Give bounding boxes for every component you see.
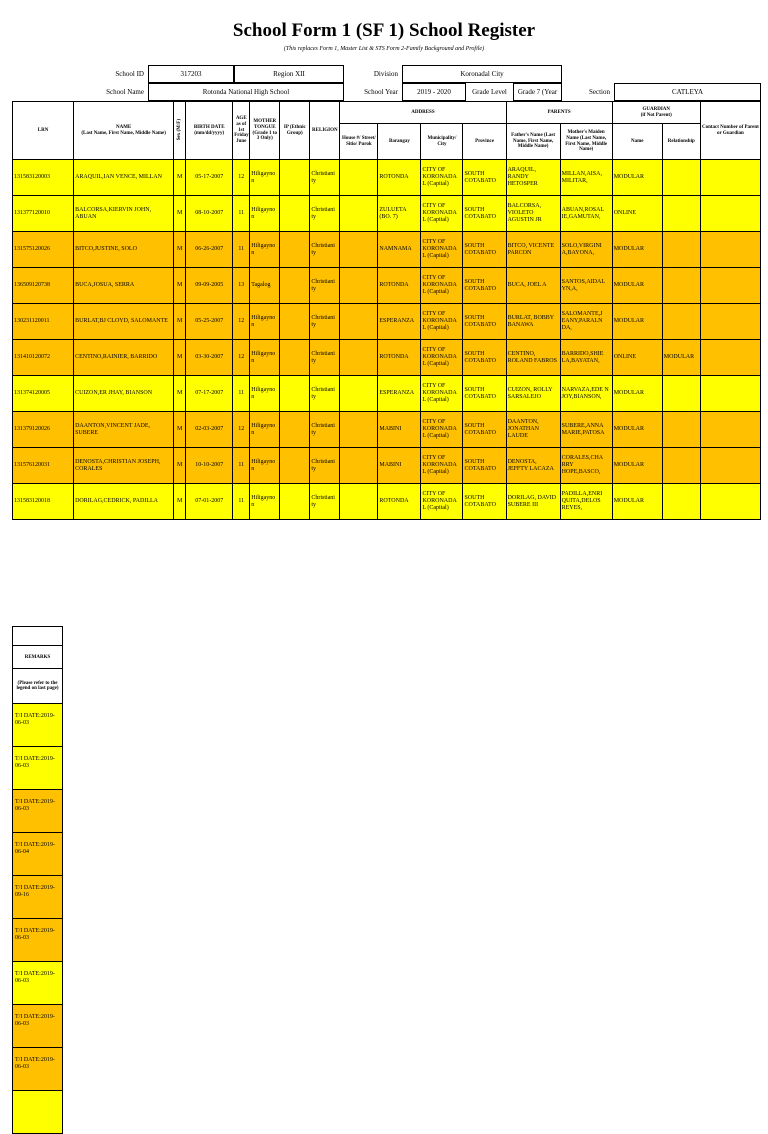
cell-religion: Christiani ty: [310, 232, 340, 268]
col-guardian: [612, 102, 700, 124]
cell-lrn: 131583120018: [13, 484, 74, 520]
col-address: ADDRESS: [340, 102, 506, 124]
col-lrn: LRN: [13, 102, 74, 160]
col-religion: RELIGION: [310, 102, 340, 160]
cell-father: DAANTON, JONATHAN LAUDE: [506, 412, 560, 448]
cell-ip: [280, 484, 310, 520]
cell-municipality: CITY OF KORONADA L (Capital): [421, 196, 463, 232]
remarks-cell: T/I DATE:2019-06-03: [13, 962, 63, 1005]
school-year-label: School Year: [364, 88, 398, 96]
col-birth-title: BIRTH DATE: [193, 124, 225, 130]
cell-mother: ABUAN,ROSAL IE,GAMUTAN,: [560, 196, 612, 232]
cell-sex: M: [174, 376, 186, 412]
table-row: [13, 340, 761, 376]
cell-ip: [280, 268, 310, 304]
cell-religion: Christiani ty: [310, 304, 340, 340]
cell-age: 12: [233, 304, 250, 340]
table-row: [13, 448, 761, 484]
cell-municipality: CITY OF KORONADA L (Capital): [421, 304, 463, 340]
cell-contact: [700, 412, 760, 448]
cell-ip: [280, 160, 310, 196]
cell-relationship: [662, 376, 700, 412]
cell-lrn: 131377120010: [13, 196, 74, 232]
cell-relationship: [662, 448, 700, 484]
cell-name: CUIZON,ER JHAY, BIANSON: [74, 376, 174, 412]
col-barangay: Barangay: [378, 124, 421, 160]
cell-mother: PADILLA,ENRI QUITA,DELOS REYES,: [560, 484, 612, 520]
cell-relationship: [662, 232, 700, 268]
col-relationship: Relationship: [662, 124, 700, 160]
cell-mother-tongue: Hiligayno n: [250, 340, 280, 376]
cell-contact: [700, 340, 760, 376]
cell-age: 12: [233, 160, 250, 196]
table-row: [13, 304, 761, 340]
remarks-row: [13, 1091, 63, 1134]
cell-guardian: MODULAR: [612, 160, 662, 196]
cell-mother: SANTOS,AIDAL YN,A,: [560, 268, 612, 304]
cell-religion: Christiani ty: [310, 412, 340, 448]
cell-municipality: CITY OF KORONADA L (Capital): [421, 160, 463, 196]
cell-house: [340, 340, 378, 376]
cell-name: BURLAT,BJ CLOYD, SALOMANTE: [74, 304, 174, 340]
cell-relationship: MODULAR: [662, 340, 700, 376]
remarks-cell: [13, 1091, 63, 1134]
cell-house: [340, 448, 378, 484]
cell-ip: [280, 304, 310, 340]
cell-municipality: CITY OF KORONADA L (Capital): [421, 340, 463, 376]
remarks-row: [13, 1005, 63, 1048]
cell-mother-tongue: Hiligayno n: [250, 232, 280, 268]
cell-ip: [280, 412, 310, 448]
cell-age: 11: [233, 448, 250, 484]
cell-birth-date: 05-17-2007: [186, 160, 233, 196]
remarks-cell: T/I DATE:2019-06-03: [13, 1048, 63, 1091]
cell-sex: M: [174, 340, 186, 376]
remarks-cell: T/I DATE:2019-06-03: [13, 919, 63, 962]
table-row: [13, 232, 761, 268]
cell-province: SOUTH COTABATO: [463, 304, 506, 340]
cell-birth-date: 07-01-2007: [186, 484, 233, 520]
cell-father: ARAQUIL, RANDY HETOSPER: [506, 160, 560, 196]
table-row: [13, 160, 761, 196]
table-row: [13, 412, 761, 448]
cell-father: DENOSTA, JEFFTY LACAZA: [506, 448, 560, 484]
cell-ip: [280, 232, 310, 268]
cell-relationship: [662, 412, 700, 448]
col-birth-date: [186, 102, 233, 160]
remarks-row: [13, 833, 63, 876]
cell-house: [340, 232, 378, 268]
grade-level-label: Grade Level: [472, 88, 507, 96]
cell-barangay: NAMNAMA: [378, 232, 421, 268]
division-label: Division: [373, 70, 398, 78]
cell-birth-date: 09-09-2005: [186, 268, 233, 304]
cell-birth-date: 03-30-2007: [186, 340, 233, 376]
cell-age: 11: [233, 232, 250, 268]
cell-mother-tongue: Hiligayno n: [250, 412, 280, 448]
cell-name: DORILAG,CEDRICK, PADILLA: [74, 484, 174, 520]
cell-birth-date: 06-26-2007: [186, 232, 233, 268]
col-mother: Mother's Maiden Name (Last Name, First Name, Middle Name): [560, 124, 612, 160]
cell-barangay: ROTONDA: [378, 340, 421, 376]
cell-father: DORILAG, DAVID SUBERE III: [506, 484, 560, 520]
school-id-value: 317203: [148, 65, 234, 83]
cell-birth-date: 05-25-2007: [186, 304, 233, 340]
remarks-row: [13, 704, 63, 747]
cell-sex: M: [174, 196, 186, 232]
cell-lrn: 131379120026: [13, 412, 74, 448]
col-guardian-title: GUARDIAN: [642, 106, 670, 112]
cell-name: ARAQUIL,IAN VENCE, MILLAN: [74, 160, 174, 196]
cell-ip: [280, 448, 310, 484]
table-row: [13, 376, 761, 412]
cell-mother-tongue: Hiligayno n: [250, 304, 280, 340]
cell-father: BURLAT, BOBBY BANAWA: [506, 304, 560, 340]
cell-religion: Christiani ty: [310, 268, 340, 304]
col-age: AGE as of 1st Friday June: [233, 102, 250, 160]
cell-mother: BARRIDO,SHIE LA,BAYATAN,: [560, 340, 612, 376]
school-name-label: School Name: [106, 88, 144, 96]
cell-province: SOUTH COTABATO: [463, 448, 506, 484]
cell-lrn: 131374120005: [13, 376, 74, 412]
cell-father: CUIZON, ROLLY SARSALEJO: [506, 376, 560, 412]
cell-house: [340, 484, 378, 520]
cell-name: BITCO,JUSTINE, SOLO: [74, 232, 174, 268]
cell-father: CENTINO, ROLAND FABROS: [506, 340, 560, 376]
remarks-row: [13, 919, 63, 962]
cell-father: BITCO, VICENTE PARCON: [506, 232, 560, 268]
remarks-row: [13, 747, 63, 790]
remarks-table: [12, 626, 63, 1134]
cell-municipality: CITY OF KORONADA L (Capital): [421, 268, 463, 304]
cell-mother-tongue: Hiligayno n: [250, 376, 280, 412]
cell-guardian: MODULAR: [612, 376, 662, 412]
cell-contact: [700, 376, 760, 412]
cell-birth-date: 08-10-2007: [186, 196, 233, 232]
remarks-cell: T/I DATE:2019-06-03: [13, 747, 63, 790]
col-municipality: Municipality/ City: [421, 124, 463, 160]
cell-religion: Christiani ty: [310, 484, 340, 520]
cell-guardian: MODULAR: [612, 448, 662, 484]
col-mother-tongue: MOTHER TONGUE (Grade 1 to 3 Only): [250, 102, 280, 160]
col-ip: IP (Ethnic Group): [280, 102, 310, 160]
remarks-cell: T/I DATE:2019-06-03: [13, 790, 63, 833]
cell-religion: Christiani ty: [310, 340, 340, 376]
col-guardian-name: Name: [612, 124, 662, 160]
cell-barangay: ROTONDA: [378, 484, 421, 520]
cell-house: [340, 160, 378, 196]
cell-contact: [700, 448, 760, 484]
cell-house: [340, 412, 378, 448]
cell-sex: M: [174, 484, 186, 520]
cell-contact: [700, 268, 760, 304]
cell-house: [340, 304, 378, 340]
cell-mother: SALOMANTE,J EANY,PARALN DA,: [560, 304, 612, 340]
cell-relationship: [662, 304, 700, 340]
col-name: [74, 102, 174, 160]
cell-mother: NARVAZA,EDE N JOY,BIANSON,: [560, 376, 612, 412]
cell-guardian: MODULAR: [612, 412, 662, 448]
cell-house: [340, 196, 378, 232]
cell-municipality: CITY OF KORONADA L (Capital): [421, 448, 463, 484]
cell-name: BALCORSA,KIERVIN JOHN, ABUAN: [74, 196, 174, 232]
cell-barangay: ROTONDA: [378, 160, 421, 196]
cell-mother: SOLO,VIRGINI A,BAYONA,: [560, 232, 612, 268]
cell-mother-tongue: Tagalog: [250, 268, 280, 304]
cell-lrn: 130231120011: [13, 304, 74, 340]
col-province: Province: [463, 124, 506, 160]
cell-religion: Christiani ty: [310, 376, 340, 412]
cell-mother-tongue: Hiligayno n: [250, 196, 280, 232]
remarks-cell: T/I DATE:2019-09-16: [13, 876, 63, 919]
register-table: [12, 101, 761, 520]
remarks-blank-cell: [13, 627, 63, 646]
cell-sex: M: [174, 232, 186, 268]
cell-mother-tongue: Hiligayno n: [250, 160, 280, 196]
school-name-value: Rotonda National High School: [148, 83, 344, 101]
remarks-cell: T/I DATE:2019-06-04: [13, 833, 63, 876]
division-value: Koronadal City: [402, 65, 562, 83]
col-sex: [174, 102, 186, 160]
remarks-title: REMARKS: [13, 646, 63, 669]
cell-barangay: ROTONDA: [378, 268, 421, 304]
cell-guardian: ONLINE: [612, 196, 662, 232]
remarks-row: [13, 790, 63, 833]
cell-sex: M: [174, 304, 186, 340]
cell-province: SOUTH COTABATO: [463, 160, 506, 196]
cell-birth-date: 07-17-2007: [186, 376, 233, 412]
remarks-row: [13, 876, 63, 919]
cell-age: 11: [233, 484, 250, 520]
cell-father: BALCORSA, VIOLETO AGUSTIN JR: [506, 196, 560, 232]
remarks-cell: T/I DATE:2019-06-03: [13, 704, 63, 747]
cell-age: 12: [233, 412, 250, 448]
cell-contact: [700, 232, 760, 268]
cell-mother-tongue: Hiligayno n: [250, 448, 280, 484]
cell-father: BUCA, JOEL A: [506, 268, 560, 304]
cell-barangay: ZULUETA (BO. 7): [378, 196, 421, 232]
school-id-label: School ID: [115, 70, 144, 78]
cell-guardian: ONLINE: [612, 340, 662, 376]
col-name-sub: (Last Name, First Name, Middle Name): [81, 130, 166, 136]
cell-ip: [280, 376, 310, 412]
cell-relationship: [662, 484, 700, 520]
grade-level-value: Grade 7 (Year: [513, 83, 562, 101]
cell-municipality: CITY OF KORONADA L (Capital): [421, 412, 463, 448]
cell-municipality: CITY OF KORONADA L (Capital): [421, 232, 463, 268]
cell-mother: SUBERE,ANNA MARIE,PATOSA: [560, 412, 612, 448]
remarks-row: [13, 1048, 63, 1091]
cell-mother: MILLAN,AISA, MILITAR,: [560, 160, 612, 196]
cell-barangay: ESPERANZA: [378, 376, 421, 412]
cell-house: [340, 268, 378, 304]
col-father: Father's Name (Last Name, First Name, Middle Name): [506, 124, 560, 160]
cell-guardian: MODULAR: [612, 484, 662, 520]
cell-lrn: 131576120031: [13, 448, 74, 484]
cell-lrn: 136509120738: [13, 268, 74, 304]
col-parents: PARENTS: [506, 102, 612, 124]
section-label: Section: [589, 88, 610, 96]
cell-municipality: CITY OF KORONADA L (Capital): [421, 484, 463, 520]
cell-religion: Christiani ty: [310, 196, 340, 232]
cell-birth-date: 02-03-2007: [186, 412, 233, 448]
section-value: CATLEYA: [614, 83, 761, 101]
cell-guardian: MODULAR: [612, 268, 662, 304]
cell-lrn: 131583120003: [13, 160, 74, 196]
form-subtitle: (This replaces Form 1, Master List & STS Form 2-Family Background and Profile): [283, 46, 485, 52]
cell-name: CENTINO,RAINIER, BARRIDO: [74, 340, 174, 376]
cell-relationship: [662, 160, 700, 196]
cell-barangay: MABINI: [378, 448, 421, 484]
cell-province: SOUTH COTABATO: [463, 376, 506, 412]
cell-lrn: 131410120072: [13, 340, 74, 376]
region-value: Region XII: [234, 65, 344, 83]
cell-province: SOUTH COTABATO: [463, 196, 506, 232]
cell-sex: M: [174, 448, 186, 484]
cell-religion: Christiani ty: [310, 448, 340, 484]
cell-ip: [280, 340, 310, 376]
cell-mother: CORALES,CHA RRY HOPE,BASCO,: [560, 448, 612, 484]
cell-age: 13: [233, 268, 250, 304]
cell-ip: [280, 196, 310, 232]
cell-contact: [700, 196, 760, 232]
cell-lrn: 131575120026: [13, 232, 74, 268]
table-row: [13, 484, 761, 520]
cell-religion: Christiani ty: [310, 160, 340, 196]
remarks-note: (Please refer to the legend on last page): [13, 669, 63, 704]
school-year-value: 2019 - 2020: [402, 83, 466, 101]
col-name-title: NAME: [115, 124, 132, 130]
cell-mother-tongue: Hiligayno n: [250, 484, 280, 520]
cell-age: 11: [233, 376, 250, 412]
cell-contact: [700, 304, 760, 340]
table-row: [13, 196, 761, 232]
cell-relationship: [662, 268, 700, 304]
cell-province: SOUTH COTABATO: [463, 232, 506, 268]
cell-contact: [700, 160, 760, 196]
cell-province: SOUTH COTABATO: [463, 268, 506, 304]
cell-province: SOUTH COTABATO: [463, 340, 506, 376]
col-sex-label: Sex (M/F): [176, 118, 182, 140]
cell-name: DAANTON,VINCENT JADE, SUBERE: [74, 412, 174, 448]
cell-guardian: MODULAR: [612, 232, 662, 268]
cell-barangay: ESPERANZA: [378, 304, 421, 340]
cell-guardian: MODULAR: [612, 304, 662, 340]
cell-barangay: MABINI: [378, 412, 421, 448]
col-birth-sub: (mm/dd/yyyy): [194, 130, 225, 136]
col-contact: Contact Number of Parent or Guardian: [700, 102, 760, 160]
table-row: [13, 268, 761, 304]
cell-house: [340, 376, 378, 412]
cell-sex: M: [174, 268, 186, 304]
cell-sex: M: [174, 160, 186, 196]
cell-name: BUCA,JOSUA, SERRA: [74, 268, 174, 304]
cell-province: SOUTH COTABATO: [463, 412, 506, 448]
col-guardian-sub: (if Not Parent): [640, 112, 672, 118]
cell-age: 11: [233, 196, 250, 232]
cell-province: SOUTH COTABATO: [463, 484, 506, 520]
cell-municipality: CITY OF KORONADA L (Capital): [421, 376, 463, 412]
cell-sex: M: [174, 412, 186, 448]
remarks-row: [13, 962, 63, 1005]
cell-name: DENOSTA,CHRISTIAN JOSEPH, CORALES: [74, 448, 174, 484]
form-title: School Form 1 (SF 1) School Register: [232, 20, 536, 41]
cell-contact: [700, 484, 760, 520]
cell-birth-date: 10-10-2007: [186, 448, 233, 484]
remarks-cell: T/I DATE:2019-06-03: [13, 1005, 63, 1048]
cell-relationship: [662, 196, 700, 232]
col-house: House #/ Street/ Sitio/ Purok: [340, 124, 378, 160]
cell-age: 12: [233, 340, 250, 376]
